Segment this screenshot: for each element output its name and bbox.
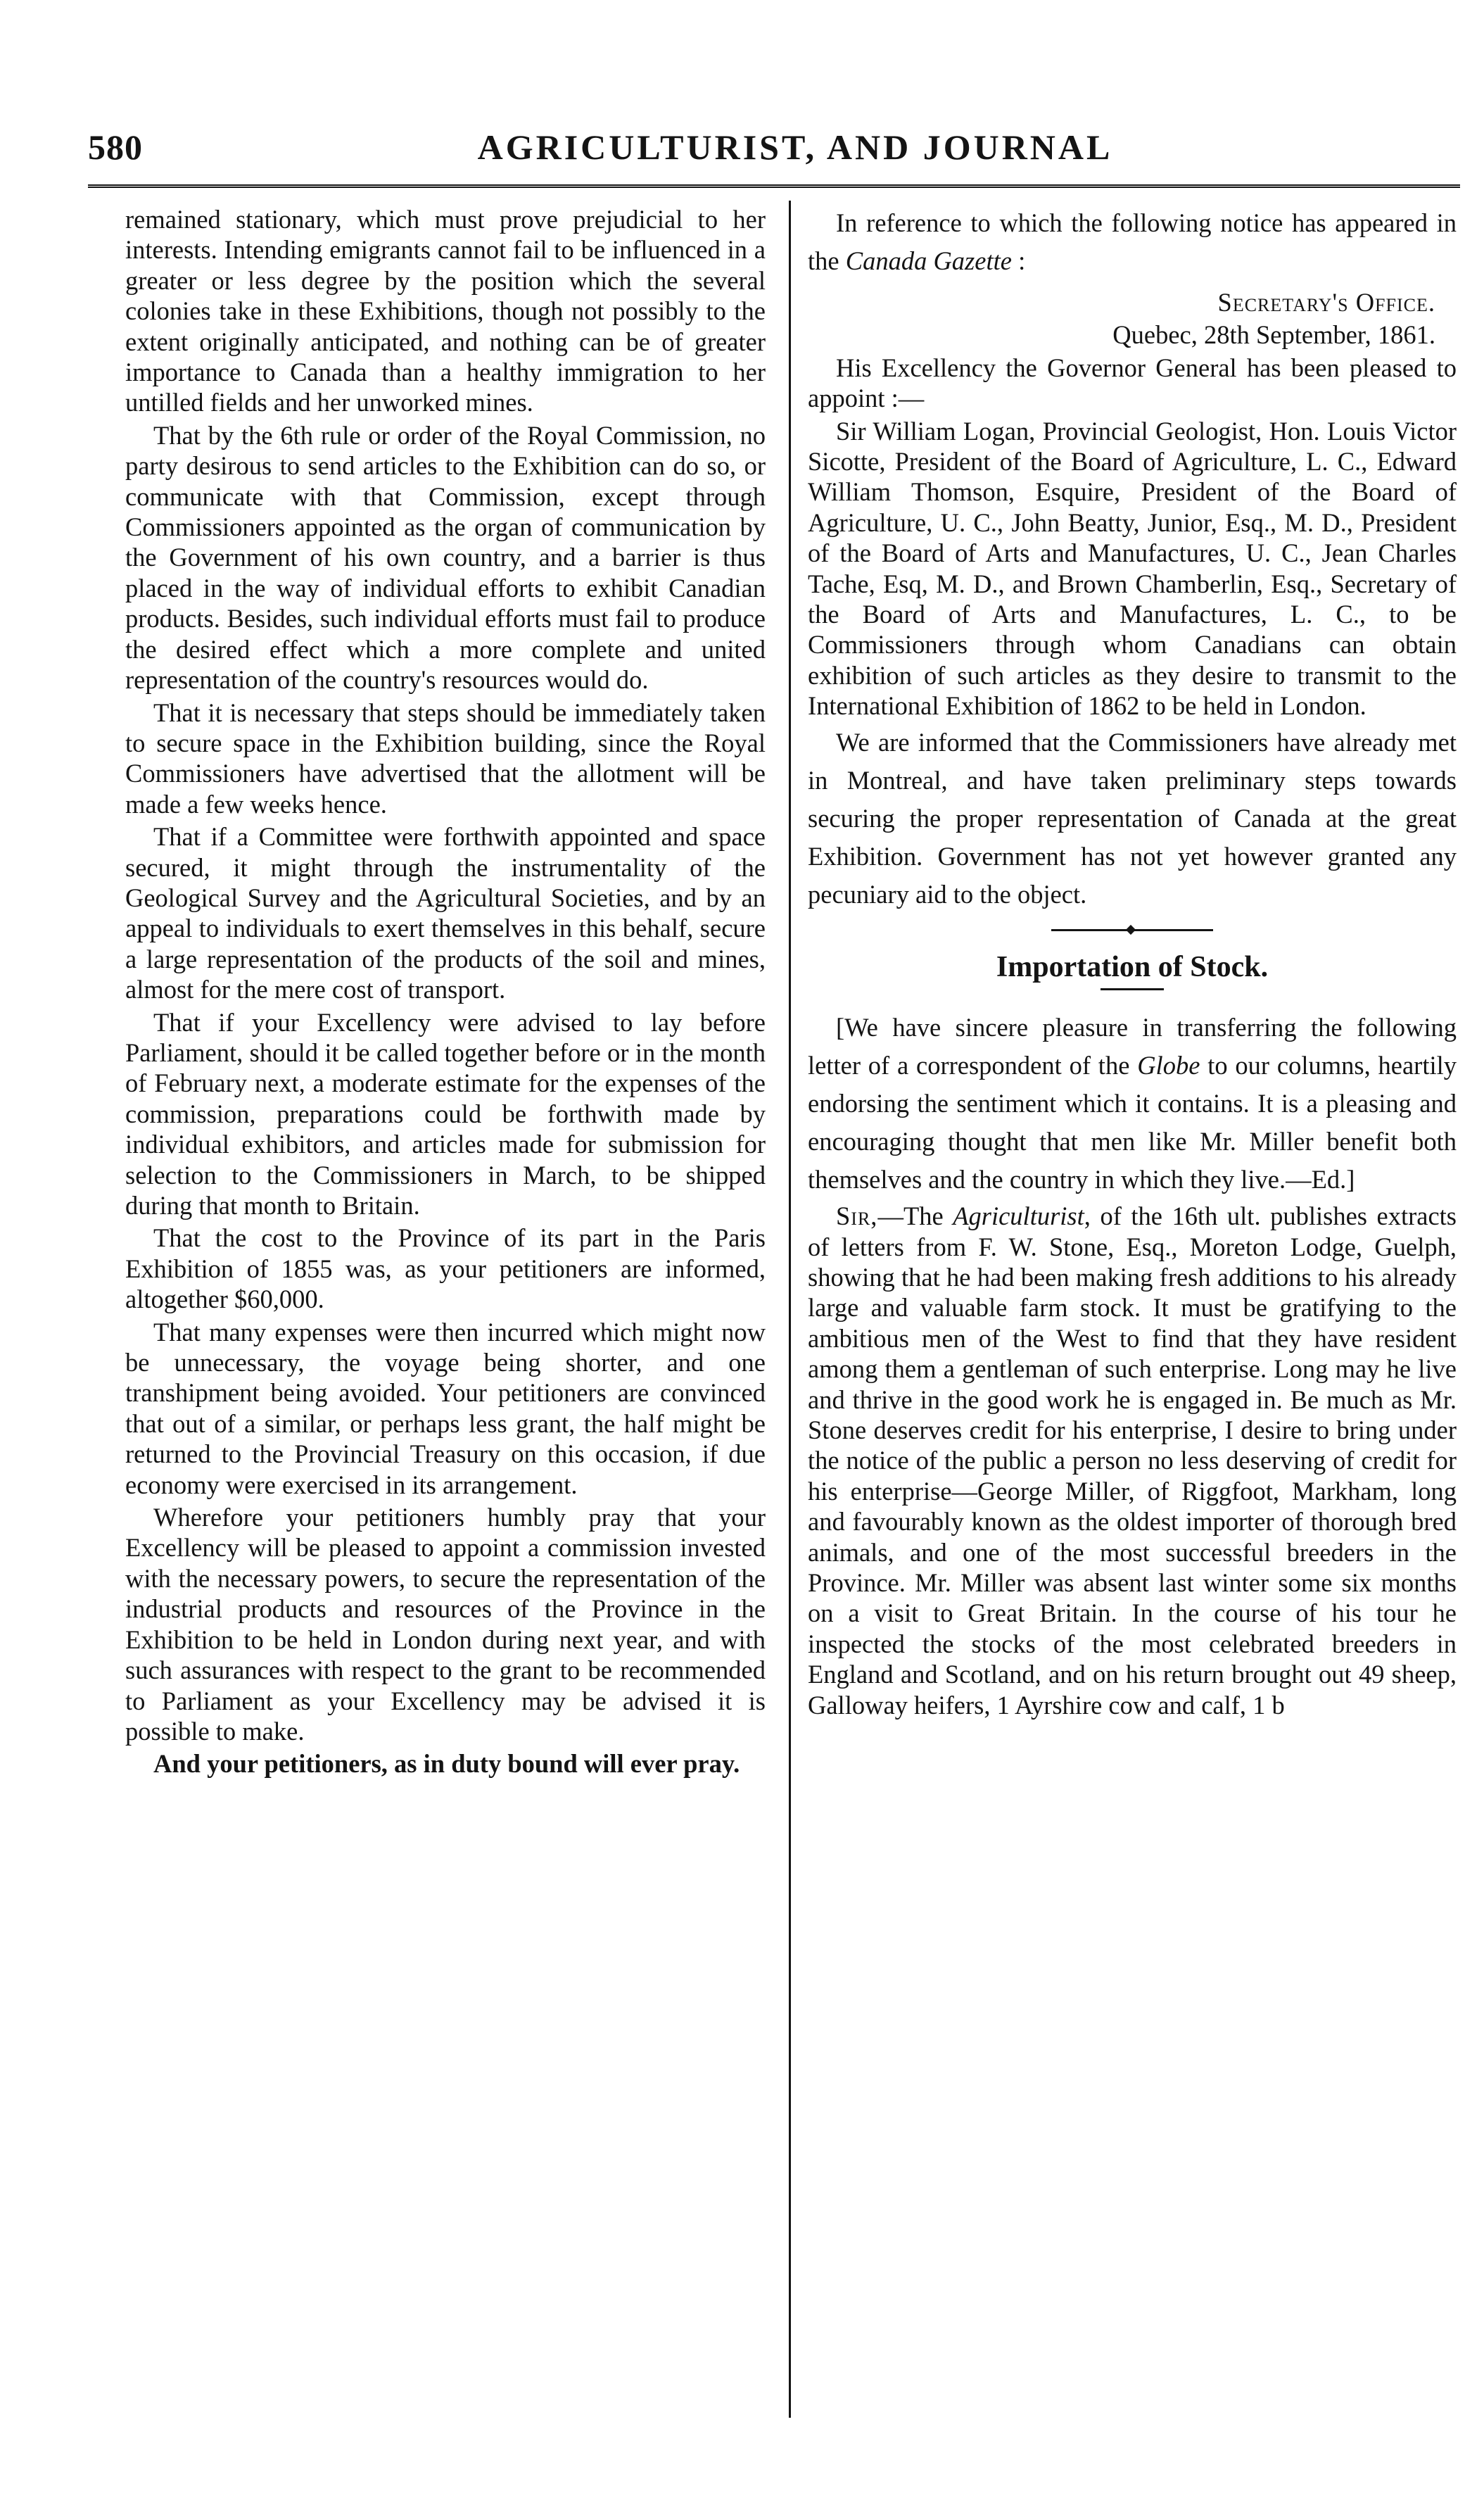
running-head: AGRICULTURIST, AND JOURNAL: [477, 127, 1113, 167]
commissioner-names: Sir William Logan, Provincial Geologist, Hon. Louis Victor Sicotte, President of the Board of Agriculture, L. C., Edward William Thomson, Esquire, President of the Board of Agriculture, U. C., John Beatty, Junior, Esq., M. D., President of the Board of Arts and Manufactures, U. C., Jean Charles Tache, Esq, M. D., and Brown Chamberlin, Esq., Secretary of the Board of Arts and Manufactures, L. C., to be Commissioners through whom Canadians can obtain exhibition of such articles as they desire to transmit to the International Exhibition of 1862 to be held in London.: [808, 416, 1457, 721]
heading-underline: [1101, 988, 1164, 990]
letter-salutation: Sir,: [836, 1201, 878, 1231]
letter-body: [808, 1201, 1457, 1720]
gazette-intro: [808, 204, 1457, 280]
left-paragraph: That many expenses were then incurred which might now be unnecessary, the voyage being shorter, and one transhipment being avoided. Your petitioners are convinced that out of a similar, or perhaps less grant, the half might be returned to the Provincial Treasury on this occasion, if due economy were exercised in its arrangement.: [125, 1317, 766, 1499]
section-ornament: [1051, 929, 1213, 931]
letter-text: , of the 16th ult. publishes extracts of letters from F. W. Stone, Esq., Moreton Lodge, Guelph, showing that he had been making fresh additions to his already large and valuable farm stock. It must be gratifying to the ambitious men of the West to find that they have resident among them a gentleman of such enterprise. Long may he live and thrive in the good work he is engaged in. Be much as Mr. Stone deserves credit for his enterprise, I desire to bring under the notice of the public a person no less deserving of credit for his enterprise—George Miller, of Riggfoot, Markham, long and favourably known as the oldest importer of thorough bred animals, and one of the most successful breeders in the Province. Mr. Miller was absent last winter some six months on a visit to Great Britain. In the course of his tour he inspected the stocks of the most celebrated breeders in England and Scotland, and on his return brought out 49 sheep, Galloway heifers, 1 Ayrshire cow and calf, 1 b: [808, 1201, 1457, 1720]
gazette-intro-end: :: [1011, 246, 1026, 275]
left-paragraph: That if a Committee were forthwith appointed and space secured, it might through the instrumentality of the Geological Survey and the Agricultural Societies, and by an appeal to individuals to exert themselves in this behalf, secure a large representation of the products of the soil and mines, almost for the mere cost of transport.: [125, 822, 766, 1004]
left-column: [125, 204, 766, 1779]
left-paragraph: That it is necessary that steps should be immediately taken to secure space in the Exhibition building, since the Royal Commissioners have advertised that the allotment will be made a few weeks hence.: [125, 698, 766, 819]
left-paragraph: That by the 6th rule or order of the Royal Commission, no party desirous to send articles to the Exhibition can do so, or communicate with that Commission, except through Commissioners appointed as the organ of communication by the Government of his own country, and a barrier is thus placed in the way of individual efforts to exhibit Canadian products. Besides, such individual efforts must fail to produce the desired effect which a more complete and united representation of the country's resources would do.: [125, 420, 766, 695]
header-rule: [88, 184, 1460, 188]
gazette-intro-text: In reference to which the following notice has appeared in the: [808, 208, 1457, 275]
office-line: Secretary's Office.: [1217, 288, 1435, 317]
gazette-title: Canada Gazette: [845, 246, 1012, 275]
right-column: [808, 204, 1457, 1720]
left-paragraph: That if your Excellency were advised to lay before Parliament, should it be called together before or in the month of February next, a moderate estimate for the expenses of the commission, preparations could be forthwith made by individual exhibitors, and articles made for submission for selection to the Commissioners in March, to be shipped during that month to Britain.: [125, 1007, 766, 1220]
column-divider: [789, 201, 791, 2418]
editor-note-end: to our columns, heartily endorsing the sentiment which it contains. It is a pleasing and encouraging thought that men like Mr. Miller benefit both themselves and the country in which they live.—Ed.]: [808, 1051, 1457, 1194]
left-paragraph: remained stationary, which must prove prejudicial to her interests. Intending emigrants cannot fail to be influenced in a greater or less degree by the position which the several colonies take in these Exhibitions, though not possibly to the extent originally anticipated, and nothing can be of greater importance to Canada than a healthy immigration to her untilled fields and her unworked mines.: [125, 205, 766, 417]
globe-title: Globe: [1137, 1051, 1200, 1080]
editor-note-text: [We have sincere pleasure in transferring the following letter of a correspondent of the: [808, 1013, 1457, 1080]
petition-closing: And your petitioners, as in duty bound will ever pray.: [153, 1749, 740, 1779]
agriculturist-title: Agriculturist: [953, 1201, 1084, 1231]
editor-note: [808, 1009, 1457, 1199]
left-paragraph: That the cost to the Province of its part in the Paris Exhibition of 1855 was, as your petitioners are informed, altogether $60,000.: [125, 1223, 766, 1314]
commissioners-met: We are informed that the Commissioners have already met in Montreal, and have taken preliminary steps towards securing the proper representation of Canada at the great Exhibition. Government has not yet however granted any pecuniary aid to the object.: [808, 727, 1457, 909]
page-number: 580: [88, 127, 143, 167]
dateline: Quebec, 28th September, 1861.: [1112, 320, 1435, 350]
left-paragraph: Wherefore your petitioners humbly pray that your Excellency will be pleased to appoint a commission invested with the necessary powers, to secure the representation of the industrial products and resources of the Province in the Exhibition to be held in London during next year, and with such assurances with respect to the grant to be recommended to Parliament as your Excellency may be advised it is possible to make.: [125, 1503, 766, 1746]
section-heading: Importation of Stock.: [996, 950, 1269, 983]
appointment-notice: His Excellency the Governor General has been pleased to appoint :—: [808, 353, 1457, 413]
letter-dash: —The: [877, 1201, 953, 1231]
